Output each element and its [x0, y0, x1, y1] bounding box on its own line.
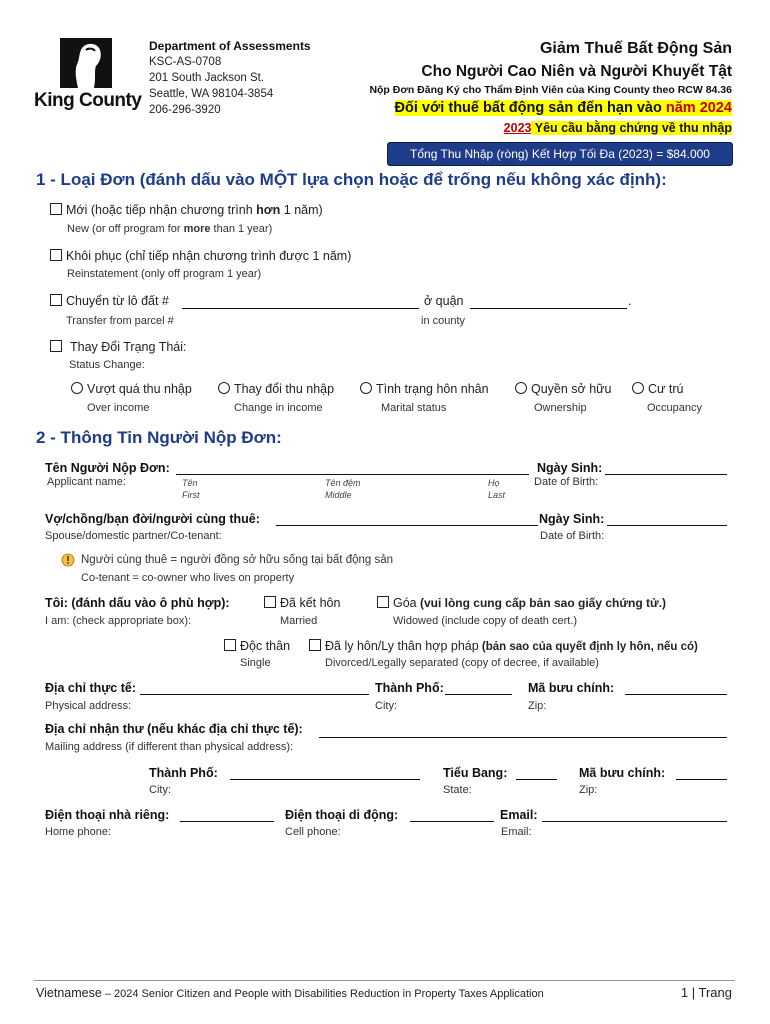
- status-ownership-en: Ownership: [534, 402, 587, 414]
- checkbox[interactable]: [50, 203, 62, 215]
- applicant-name-en: Applicant name:: [47, 476, 126, 488]
- radio[interactable]: [360, 382, 372, 394]
- middle-name-en: Middle: [325, 490, 352, 500]
- cell-phone-en: Cell phone:: [285, 826, 341, 838]
- spouse-dob-en: Date of Birth:: [540, 530, 605, 542]
- status-widowed-en: Widowed (include copy of death cert.): [393, 615, 578, 627]
- status-over-income[interactable]: Vượt quá thu nhập: [71, 382, 192, 396]
- status-single[interactable]: Độc thân: [224, 639, 290, 653]
- state-field[interactable]: [516, 779, 557, 780]
- state-label: Tiểu Bang:: [443, 766, 508, 780]
- home-phone-label: Điện thoại nhà riêng:: [45, 808, 170, 822]
- spouse-dob-label: Ngày Sinh:: [539, 512, 605, 526]
- email-field[interactable]: [542, 821, 727, 822]
- page-number: 1 | Trang: [680, 985, 732, 1000]
- checkbox[interactable]: [50, 249, 62, 261]
- footer-text: Vietnamese – 2024 Senior Citizen and People with Disabilities Reduction in Property Taxes Application: [36, 986, 544, 1000]
- first-name-en: First: [182, 490, 200, 500]
- department-name: Department of Assessments: [149, 39, 311, 53]
- status-change-income-en: Change in income: [234, 402, 323, 414]
- transfer-en: Transfer from parcel #: [66, 315, 174, 327]
- option-status-change[interactable]: Thay Đổi Trạng Thái:: [50, 340, 187, 354]
- i-am-label: Tôi: (đánh dấu vào ô phù hợp):: [45, 596, 230, 610]
- county-label: ở quận: [424, 294, 464, 308]
- middle-name-label: Tên đệm: [325, 478, 361, 488]
- status-change-income[interactable]: Thay đổi thu nhập: [218, 382, 334, 396]
- status-occupancy-en: Occupancy: [647, 402, 703, 414]
- mailing-city-label: Thành Phố:: [149, 766, 218, 780]
- physical-address-en: Physical address:: [45, 700, 132, 712]
- email-en: Email:: [501, 826, 532, 838]
- logo-text: King County: [34, 90, 142, 111]
- zip-label: Mã bưu chính:: [528, 681, 615, 695]
- status-married[interactable]: Đã kết hôn: [264, 596, 340, 610]
- mailing-zip-field[interactable]: [676, 779, 727, 780]
- status-marital[interactable]: Tình trạng hôn nhân: [360, 382, 489, 396]
- checkbox[interactable]: [264, 596, 276, 608]
- mailing-address-en: Mailing address (if different than physical address):: [45, 741, 294, 753]
- county-en: in county: [421, 315, 466, 327]
- cotenant-note: Người cùng thuê = người đồng sở hữu sống tại bất động sản: [81, 554, 394, 566]
- section-1-title: 1 - Loại Đơn (đánh dấu vào MỘT lựa chọn hoặc để trống nếu không xác định):: [36, 170, 667, 189]
- dob-label: Ngày Sinh:: [537, 461, 603, 475]
- status-occupancy[interactable]: Cư trú: [632, 382, 683, 396]
- status-change-en: Status Change:: [69, 359, 145, 371]
- option-new[interactable]: Mới (hoặc tiếp nhận chương trình hơn 1 năm): [50, 203, 323, 217]
- physical-address-field[interactable]: [140, 694, 369, 695]
- home-phone-field[interactable]: [180, 821, 274, 822]
- income-year: 2023: [503, 121, 532, 135]
- status-marital-en: Marital status: [381, 402, 447, 414]
- option-reinstate[interactable]: Khôi phục (chỉ tiếp nhận chương trình được 1 năm): [50, 249, 351, 263]
- income-proof-line: [504, 121, 732, 135]
- spouse-field[interactable]: [276, 525, 538, 526]
- status-single-en: Single: [240, 657, 271, 669]
- checkbox[interactable]: [224, 639, 236, 651]
- i-am-en: I am: (check appropriate box):: [45, 615, 192, 627]
- first-name-label: Tên: [182, 478, 198, 488]
- radio[interactable]: [632, 382, 644, 394]
- checkbox[interactable]: [377, 596, 389, 608]
- option-new-en: New (or off program for more than 1 year): [67, 223, 273, 235]
- status-over-income-en: Over income: [87, 402, 150, 414]
- checkbox[interactable]: [309, 639, 321, 651]
- checkbox[interactable]: [50, 294, 62, 306]
- cell-phone-label: Điện thoại di động:: [285, 808, 399, 822]
- form-subtitle: Nộp Đơn Đăng Ký cho Thẩm Định Viên của King County theo RCW 84.36: [369, 84, 732, 96]
- checkbox[interactable]: [50, 340, 62, 352]
- tax-year-line: [395, 100, 732, 116]
- dob-en: Date of Birth:: [534, 476, 599, 488]
- status-widowed[interactable]: Góa (vui lòng cung cấp bản sao giấy chứng tử.): [377, 596, 666, 610]
- zip-en: Zip:: [528, 700, 547, 712]
- department-phone: 206-296-3920: [149, 104, 221, 116]
- home-phone-en: Home phone:: [45, 826, 112, 838]
- info-icon: [61, 553, 75, 567]
- mailing-zip-label: Mã bưu chính:: [579, 766, 666, 780]
- mailing-zip-en: Zip:: [579, 784, 598, 796]
- zip-field[interactable]: [625, 694, 727, 695]
- cotenant-note-en: Co-tenant = co-owner who lives on property: [81, 572, 295, 584]
- status-married-en: Married: [280, 615, 318, 627]
- status-divorced[interactable]: Đã ly hôn/Ly thân hợp pháp (bản sao của quyết định ly hôn, nếu có): [309, 639, 698, 653]
- email-label: Email:: [500, 808, 538, 822]
- tax-year-prefix: Đối với thuế bất động sản đến hạn vào: [394, 100, 666, 116]
- city-field[interactable]: [445, 694, 512, 695]
- tax-year: năm 2024: [665, 100, 732, 116]
- address-line-2: Seattle, WA 98104-3854: [149, 88, 274, 100]
- spouse-label: Vợ/chồng/bạn đời/người cùng thuê:: [45, 512, 260, 526]
- section-2-title: 2 - Thông Tin Người Nộp Đơn:: [36, 428, 282, 447]
- address-line-1: 201 South Jackson St.: [149, 72, 265, 84]
- city-label: Thành Phố:: [375, 681, 444, 695]
- physical-address-label: Địa chỉ thực tế:: [45, 681, 137, 695]
- option-reinstate-en: Reinstatement (only off program 1 year): [67, 268, 262, 280]
- radio[interactable]: [515, 382, 527, 394]
- status-divorced-en: Divorced/Legally separated (copy of decree, if available): [325, 657, 599, 669]
- income-limit-banner: Tổng Thu Nhập (ròng) Kết Hợp Tối Đa (2023) = $84.000: [387, 142, 733, 166]
- mailing-city-field[interactable]: [230, 779, 420, 780]
- dob-field[interactable]: [605, 474, 727, 475]
- radio[interactable]: [218, 382, 230, 394]
- mailing-address-label: Địa chỉ nhận thư (nếu khác địa chỉ thực tế):: [45, 722, 303, 736]
- option-transfer[interactable]: Chuyển từ lô đất #: [50, 294, 169, 308]
- applicant-name-field[interactable]: [176, 474, 529, 475]
- spouse-en: Spouse/domestic partner/Co-tenant:: [45, 530, 222, 542]
- applicant-name-label: Tên Người Nộp Đơn:: [45, 461, 170, 475]
- last-name-en: Last: [488, 490, 506, 500]
- footer-divider: [34, 980, 735, 981]
- last-name-label: Họ: [488, 478, 500, 488]
- period: .: [628, 294, 632, 308]
- form-title: Giảm Thuế Bất Động Sản: [539, 40, 732, 57]
- state-en: State:: [443, 784, 472, 796]
- king-silhouette-icon: [60, 38, 112, 88]
- mailing-city-en: City:: [149, 784, 171, 796]
- mailing-address-field[interactable]: [319, 737, 727, 738]
- parcel-number-field[interactable]: [182, 308, 419, 309]
- form-code: KSC-AS-0708: [149, 56, 222, 68]
- status-ownership[interactable]: Quyền sở hữu: [515, 382, 612, 396]
- city-en: City:: [375, 700, 397, 712]
- cell-phone-field[interactable]: [410, 821, 494, 822]
- income-proof-text: Yêu cầu bằng chứng về thu nhập: [531, 121, 732, 135]
- form-title-2: Cho Người Cao Niên và Người Khuyết Tật: [421, 63, 732, 80]
- county-field[interactable]: [470, 308, 627, 309]
- spouse-dob-field[interactable]: [607, 525, 727, 526]
- radio[interactable]: [71, 382, 83, 394]
